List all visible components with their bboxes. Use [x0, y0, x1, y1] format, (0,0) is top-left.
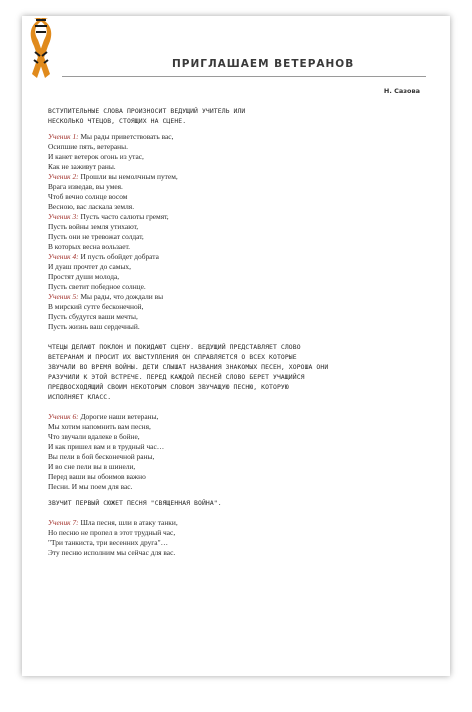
poem-text: И дуаш прочтет до самых,: [48, 262, 131, 271]
poem-text: Перед ваши вы обоимов важно: [48, 472, 146, 481]
speaker-label: Ученик 5:: [48, 292, 79, 301]
poem-line: [48, 442, 426, 452]
poem-text: Что звучали вдалеке в бойне,: [48, 432, 140, 441]
poem-line: [48, 172, 426, 182]
poem-line: [48, 472, 426, 482]
poem-line: [48, 182, 426, 192]
prose-line: ВСТУПИТЕЛЬНЫЕ СЛОВА ПРОИЗНОСИТ ВЕДУЩИЙ УЧИТЕЛЬ ИЛИ: [48, 107, 246, 115]
poem-text: Вы пели в бой бесконечной раны,: [48, 452, 155, 461]
poem-line: [48, 538, 426, 548]
poem-block-1: [48, 132, 426, 332]
poem-line: [48, 202, 426, 212]
poem-line: [48, 162, 426, 172]
poem-line: [48, 462, 426, 472]
poem-text: Пусть часто салюты гремят,: [78, 212, 169, 221]
poem-text: Пусть они не тревожат солдат,: [48, 232, 144, 241]
poem-line: [48, 242, 426, 252]
intro-paragraph: [48, 106, 426, 126]
prose-line: ЧТЕЦЫ ДЕЛАЮТ ПОКЛОН И ПОКИДАЮТ СЦЕНУ. ВЕДУЩИЙ ПРЕДСТАВЛЯЕТ СЛОВО: [48, 343, 301, 351]
prose-line: НЕСКОЛЬКО ЧТЕЦОВ, СТОЯЩИХ НА СЦЕНЕ.: [48, 117, 187, 125]
author-name: Н. Сазова: [383, 87, 420, 95]
poem-line: [48, 222, 426, 232]
document-body: [48, 106, 426, 558]
prose-line: РАЗУЧИЛИ К ЭТОЙ ВСТРЕЧЕ. ПЕРЕД КАЖДОЙ ПЕСНЕЙ СЛОВО БЕРЕТ УЧАЩИЙСЯ: [48, 373, 305, 381]
speaker-label: Ученик 3:: [48, 212, 79, 221]
speaker-label: Ученик 1:: [48, 132, 79, 141]
poem-text: Дорогие наши ветераны,: [78, 412, 159, 421]
prose-line: ЗВУЧАЛИ ВО ВРЕМЯ ВОЙНЫ. ДЕТИ СЛЫШАТ НАЗВАНИЯ ЗНАКОМЫХ ПЕСЕН, ХОРОША ОНИ: [48, 363, 329, 371]
poem-line: [48, 518, 426, 528]
title-divider: [62, 76, 426, 77]
prose-line: ВЕТЕРАНАМ И ПРОСИТ ИХ ВЫСТУПЛЕНИЯ ОН СПРАВЛЯЕТСЯ О ВСЕХ КОТОРЫЕ: [48, 353, 297, 361]
poem-line: [48, 272, 426, 282]
poem-line: [48, 528, 426, 538]
poem-text: Но песню не пропел в этот трудный час,: [48, 528, 176, 537]
poem-text: Врага изведав, вы умея.: [48, 182, 123, 191]
poem-line: [48, 302, 426, 312]
poem-text: Мы рады приветствовать вас,: [78, 132, 174, 141]
speaker-label: Ученик 4:: [48, 252, 79, 261]
prose-line: ПРЕДВОСХОДЯЩИЙ СВОИМ НЕКОТОРЫМ СЛОВОМ ЗВУЧАЩУЮ ПЕСНЮ, КОТОРУЮ: [48, 383, 289, 391]
poem-text: В мирский сутге бесконечной,: [48, 302, 144, 311]
poem-line: [48, 432, 426, 442]
poem-line: [48, 292, 426, 302]
poem-line: [48, 252, 426, 262]
poem-block-3: [48, 518, 426, 558]
poem-line: [48, 282, 426, 292]
poem-line: [48, 452, 426, 462]
poem-text: Пусть сбудутся ваши мечты,: [48, 312, 138, 321]
page-title: ПРИГЛАШАЕМ ВЕТЕРАНОВ: [172, 58, 355, 70]
poem-text: И как пришел вам и в трудный час…: [48, 442, 165, 451]
poem-block-2: [48, 412, 426, 492]
poem-text: Мы хотим напомнить вам песня,: [48, 422, 151, 431]
poem-line: [48, 142, 426, 152]
poem-line: [48, 132, 426, 142]
poem-line: [48, 312, 426, 322]
poem-text: Мы рады, что дождали вы: [78, 292, 164, 301]
speaker-label: Ученик 2:: [48, 172, 79, 181]
poem-line: [48, 412, 426, 422]
st-george-ribbon-icon: [26, 16, 56, 80]
poem-text: Шла песня, шли в атаку танки,: [78, 518, 178, 527]
poem-text: Пусть жизнь ваш сердечный.: [48, 322, 140, 331]
speaker-label: Ученик 6:: [48, 412, 79, 421]
poem-text: Пусть войны земля утихают,: [48, 222, 139, 231]
poem-text: Прошли вы немолчным путем,: [78, 172, 178, 181]
song-announcement: ЗВУЧИТ ПЕРВЫЙ СЮЖЕТ ПЕСНЯ "СВЯЩЕННАЯ ВОЙНА".: [48, 499, 222, 507]
poem-text: Как не заживут раны.: [48, 162, 116, 171]
middle-paragraph: [48, 342, 426, 402]
poem-text: В которых весна вользает.: [48, 242, 130, 251]
speaker-label: Ученик 7:: [48, 518, 79, 527]
poem-text: Эту песню исполним мы сейчас для вас.: [48, 548, 176, 557]
poem-line: [48, 212, 426, 222]
poem-line: [48, 152, 426, 162]
poem-line: [48, 482, 426, 492]
poem-text: И пусть обойдет добрата: [78, 252, 159, 261]
poem-text: И канет ветерок огонь из утас,: [48, 152, 144, 161]
poem-line: [48, 192, 426, 202]
poem-text: Песни. И мы поем для вас.: [48, 482, 133, 491]
poem-line: [48, 262, 426, 272]
poem-line: [48, 232, 426, 242]
poem-text: Осипшие пять, ветераны.: [48, 142, 128, 151]
poem-text: Чтоб вечно солнце восом: [48, 192, 128, 201]
poem-line: [48, 322, 426, 332]
poem-text: Пусть светит победное солнце.: [48, 282, 146, 291]
poem-text: Весною, вас ласкала земля.: [48, 202, 135, 211]
poem-text: Простят души молода,: [48, 272, 120, 281]
document-page: [22, 16, 450, 676]
poem-text: "Три танкиста, три весенних друга"…: [48, 538, 168, 547]
poem-line: [48, 548, 426, 558]
poem-text: И во сне пели вы в шинели,: [48, 462, 136, 471]
prose-line: ИСПОЛНЯЕТ КЛАСС.: [48, 393, 112, 401]
poem-line: [48, 422, 426, 432]
